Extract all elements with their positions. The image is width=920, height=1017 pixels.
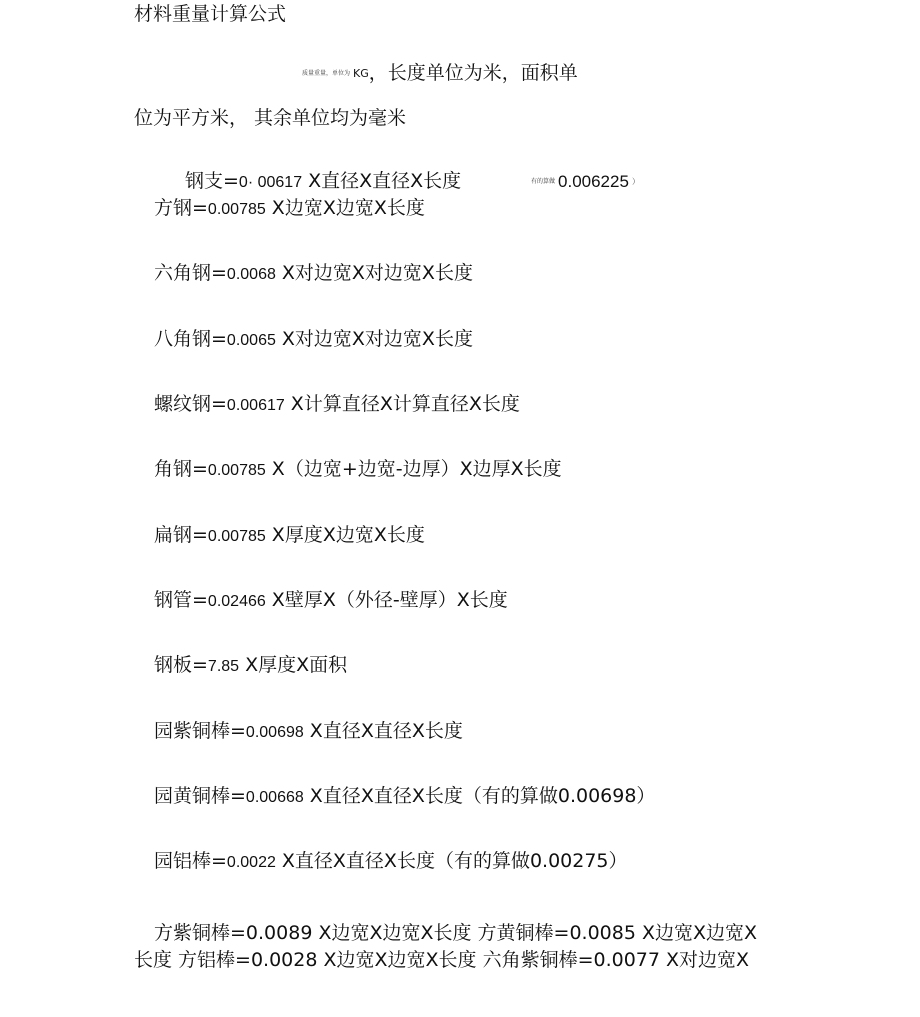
side-note-tiny: 有的算做 — [531, 177, 556, 185]
formula-coefficient: 0.02466 — [207, 593, 266, 610]
paragraph-line-1-text: 方紫铜棒=0.0089 X边宽X边宽X长度 方黄铜棒=0.0085 X边宽X边宽X — [154, 922, 758, 944]
formula-name: 园紫铜棒= — [154, 720, 246, 742]
formula-name: 八角钢= — [154, 328, 227, 350]
formula-coefficient: 0.00617 — [226, 397, 285, 414]
intro-line-2-text: 位为平方米， 其余单位均为毫米 — [134, 107, 407, 129]
formula-expression: X（边宽+边宽-边厚）X边厚X长度 — [265, 458, 562, 480]
formula-expression: X计算直径X计算直径X长度 — [284, 393, 520, 415]
formula-line — [154, 330, 473, 349]
formula-name: 园黄铜棒= — [154, 785, 246, 807]
formula-expression: X壁厚X（外径-壁厚）X长度 — [265, 589, 508, 611]
formula-coefficient: 0.00785 — [207, 462, 266, 479]
formula-line — [154, 460, 562, 479]
formula-expression: X边宽X边宽X长度 — [265, 197, 425, 219]
side-note-value: 0.006225 — [558, 172, 629, 191]
paragraph-line-2 — [134, 951, 749, 970]
formula-coefficient: 0.0065 — [226, 332, 276, 349]
formula-line — [154, 852, 628, 871]
formula-coefficient: 0.0022 — [226, 854, 276, 871]
side-note-mark: ） — [631, 176, 640, 186]
formula-name: 六角钢= — [154, 262, 227, 284]
formula-coefficient: 0· 00617 — [238, 174, 303, 191]
intro-unit: KG — [353, 67, 369, 80]
intro-line-2 — [134, 109, 406, 128]
formula-coefficient: 0.00785 — [207, 528, 266, 545]
formula-name: 钢支= — [185, 170, 239, 192]
formula-expression: X直径X直径X长度 — [303, 720, 463, 742]
formula-coefficient: 7.85 — [207, 658, 240, 675]
side-note — [531, 172, 640, 191]
formula-coefficient: 0.00785 — [207, 201, 266, 218]
formula-line — [154, 264, 473, 283]
title-text: 材料重量计算公式 — [134, 3, 287, 25]
paragraph-line-2-text: 长度 方铝棒=0.0028 X边宽X边宽X长度 六角紫铜棒=0.0077 X对边宽X — [134, 949, 750, 971]
formula-expression: X对边宽X对边宽X长度 — [275, 262, 473, 284]
formula-line — [154, 526, 425, 545]
formula-expression: X厚度X面积 — [239, 654, 348, 676]
formula-expression: X直径X直径X长度 — [302, 170, 462, 192]
formula-expression: X对边宽X对边宽X长度 — [275, 328, 473, 350]
formula-expression: X厚度X边宽X长度 — [265, 524, 425, 546]
formula-line — [154, 722, 463, 741]
intro-tiny-text: 质量重量，单位为 — [302, 69, 351, 77]
formula-expression: X直径X直径X长度（有的算做0.00275） — [275, 850, 628, 872]
formula-name: 方钢= — [154, 197, 208, 219]
intro-line-1-text: ，长度单位为米，面积单 — [368, 62, 578, 84]
paragraph-line-1 — [154, 924, 757, 943]
formula-line — [185, 172, 461, 191]
formula-expression: X直径X直径X长度（有的算做0.00698） — [303, 785, 656, 807]
formula-coefficient: 0.00668 — [245, 789, 304, 806]
formula-name: 钢管= — [154, 589, 208, 611]
page-title — [134, 5, 286, 24]
formula-name: 园铝棒= — [154, 850, 227, 872]
formula-line — [154, 395, 520, 414]
formula-name: 钢板= — [154, 654, 208, 676]
formula-line — [154, 787, 655, 806]
formula-line — [154, 656, 347, 675]
formula-name: 角钢= — [154, 458, 208, 480]
intro-line-1 — [302, 64, 578, 83]
formula-coefficient: 0.00698 — [245, 724, 304, 741]
formula-name: 螺纹钢= — [154, 393, 227, 415]
formula-line — [154, 199, 425, 218]
formula-name: 扁钢= — [154, 524, 208, 546]
formula-line — [154, 591, 508, 610]
formula-coefficient: 0.0068 — [226, 266, 276, 283]
